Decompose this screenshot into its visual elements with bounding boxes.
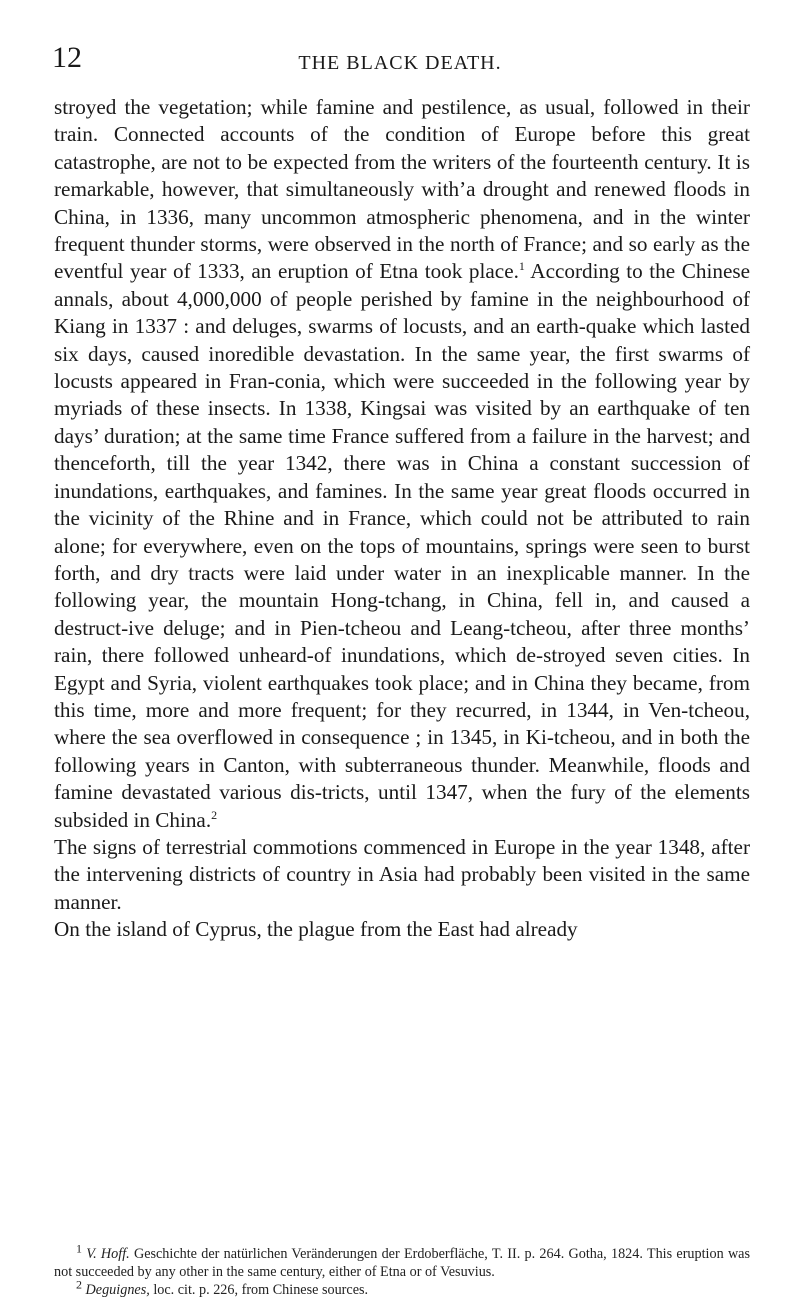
footnote-2-marker: 2 <box>76 1277 82 1292</box>
page-header <box>0 40 800 80</box>
paragraph-1-continued: According to the Chinese annals, about 4,000,000 of people perished by famine in the neighbourhood of Kiang in 1337 : and deluges, swarms of locusts, and an earth-quake which lasted six days, caused inoredible devastation. In the same year, the first swarms of locusts appeared in Fran-conia, which were succeeded in the following year by myriads of these insects. In 1338, Kingsai was visited by an earthquake of ten days’ duration; at the same time France suffered from a failure in the harvest; and thenceforth, till the year 1342, there was in China a constant succession of inundations, earthquakes, and famines. In the same year great floods occurred in the vicinity of the Rhine and in France, which could not be attributed to rain alone; for everywhere, even on the tops of mountains, springs were seen to burst forth, and dry tracts were laid under water in an inexplicable manner. In the following year, the mountain Hong-tchang, in China, fell in, and caused a destruct-ive deluge; and in Pien-tcheou and Leang-tcheou, after three months’ rain, there followed unheard-of inundations, which de-stroyed seven cities. In Egypt and Syria, violent earthquakes took place; and in China they became, from this time, more and more frequent; for they recurred, in 1344, in Ven-tcheou, where the sea overflowed in consequence ; in 1345, in Ki-tcheou, and in both the following years in Canton, with subterraneous thunder. Meanwhile, floods and famine devastated various dis-tricts, until 1347, when the fury of the elements subsided in China. <box>54 259 750 832</box>
paragraph-1-text: stroyed the vegetation; while famine and pestilence, as usual, followed in their train. Connected accounts of the condition of Europe before this great catastrophe, are not to be expected from the writers of the fourteenth century. It is remarkable, however, that simultaneously withʼa drought and renewed floods in China, in 1336, many uncommon atmospheric phenomena, and in the winter frequent thunder storms, were observed in the north of France; and so early as the eventful year of 1333, an eruption of Etna took place. <box>54 95 750 284</box>
main-text <box>54 94 750 944</box>
footnote-2-author: Deguignes, <box>85 1282 150 1298</box>
footnotes <box>54 1241 751 1299</box>
footnote-1-marker: 1 <box>76 1241 82 1256</box>
footnote-ref-1: 1 <box>518 259 525 274</box>
footnote-2 <box>54 1277 750 1299</box>
footnote-1-author: V. Hoff. <box>86 1246 130 1262</box>
paragraph-1 <box>54 94 750 834</box>
footnote-1 <box>54 1241 751 1281</box>
footnote-2-text: loc. cit. p. 226, from Chinese sources. <box>149 1282 369 1298</box>
paragraph-3: On the island of Cyprus, the plague from the East had already <box>54 917 578 942</box>
page-number: 12 <box>52 41 82 74</box>
paragraph-2: The signs of terrestrial commotions commenced in Europe in the year 1348, after the intervening districts of country in Asia had probably been visited in the same manner. <box>54 834 750 914</box>
footnote-ref-2: 2 <box>211 807 218 822</box>
footnote-1-text: Geschichte der natürlichen Veränderungen der Erdoberfläche, T. II. p. 264. Gotha, 1824. This eruption was not succeeded by any other in the same century, either of Etna or of Vesuvius. <box>54 1246 751 1280</box>
running-head: THE BLACK DEATH. <box>298 52 502 74</box>
